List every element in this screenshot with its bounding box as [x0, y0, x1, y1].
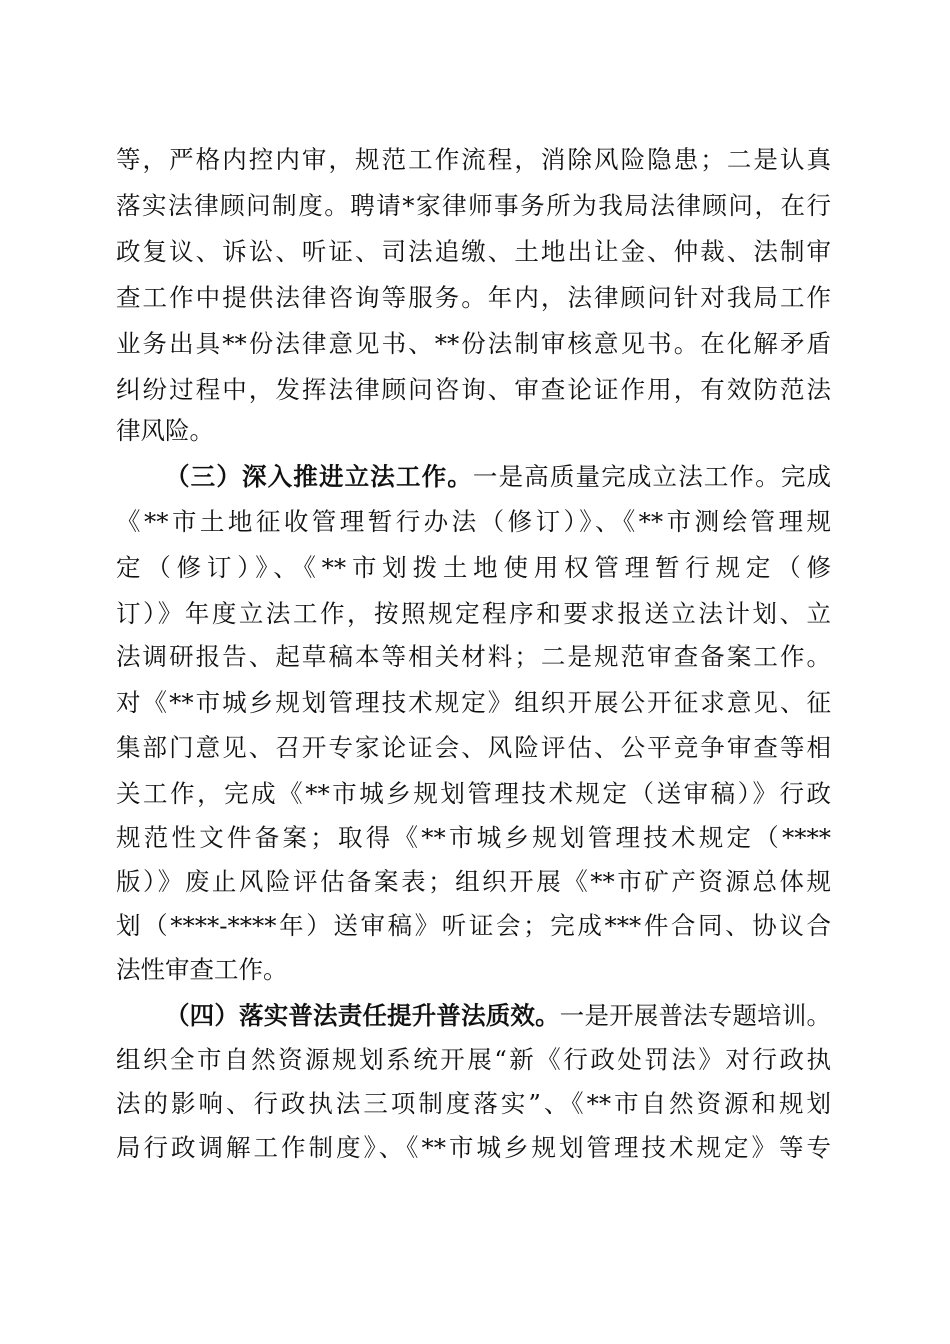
- body-line: 定（修订）》、《**市划拨土地使用权管理暂行规定（修: [116, 553, 831, 582]
- body-line: 组织全市自然资源规划系统开展“新《行政处罚法》对行政执: [116, 1045, 831, 1074]
- body-line: 法的影响、行政执法三项制度落实”、《**市自然资源和规划: [116, 1089, 831, 1118]
- section-first-line: [165, 993, 831, 1039]
- body-line: 落实法律顾问制度。聘请*家律师事务所为我局法律顾问，在行: [116, 191, 831, 220]
- body-line: 政复议、诉讼、听证、司法追缴、土地出让金、仲裁、法制审: [116, 237, 831, 266]
- section-first-line: [165, 454, 831, 500]
- body-line: 划（****-****年）送审稿》听证会；完成***件合同、协议合: [116, 911, 831, 940]
- body-line: 纠纷过程中，发挥法律顾问咨询、审查论证作用，有效防范法: [116, 375, 831, 404]
- section-first-line-text: 一是高质量完成立法工作。完成: [472, 462, 832, 491]
- body-line: 《**市土地征收管理暂行办法（修订）》、《**市测绘管理规: [116, 507, 831, 536]
- body-line: 集部门意见、召开专家论证会、风险评估、公平竞争审查等相: [116, 733, 831, 762]
- section-first-line-text: 一是开展普法专题培训。: [559, 1001, 832, 1030]
- body-line: 等，严格内控内审，规范工作流程，消除风险隐患；二是认真: [116, 145, 831, 174]
- body-line: 对《**市城乡规划管理技术规定》组织开展公开征求意见、征: [116, 688, 831, 717]
- section-heading-3: （三）深入推进立法工作。: [165, 462, 473, 491]
- body-line: 关工作，完成《**市城乡规划管理技术规定（送审稿）》行政: [116, 779, 831, 808]
- body-line: 业务出具**份法律意见书、**份法制审核意见书。在化解矛盾: [116, 329, 831, 358]
- body-line: 订）》年度立法工作，按照规定程序和要求报送立法计划、立: [116, 599, 831, 628]
- section-heading-4: （四）落实普法责任提升普法质效。: [165, 1001, 560, 1030]
- body-line: 律风险。: [116, 416, 214, 445]
- body-line: 查工作中提供法律咨询等服务。年内，法律顾问针对我局工作: [116, 283, 831, 312]
- body-line: 法性审查工作。: [116, 955, 288, 984]
- body-line: 法调研报告、起草稿本等相关材料；二是规范审查备案工作。: [116, 642, 831, 671]
- body-line: 局行政调解工作制度》、《**市城乡规划管理技术规定》等专: [116, 1133, 831, 1162]
- body-line: 版）》废止风险评估备案表；组织开展《**市矿产资源总体规: [116, 867, 831, 896]
- body-line: 规范性文件备案；取得《**市城乡规划管理技术规定（****: [116, 823, 831, 852]
